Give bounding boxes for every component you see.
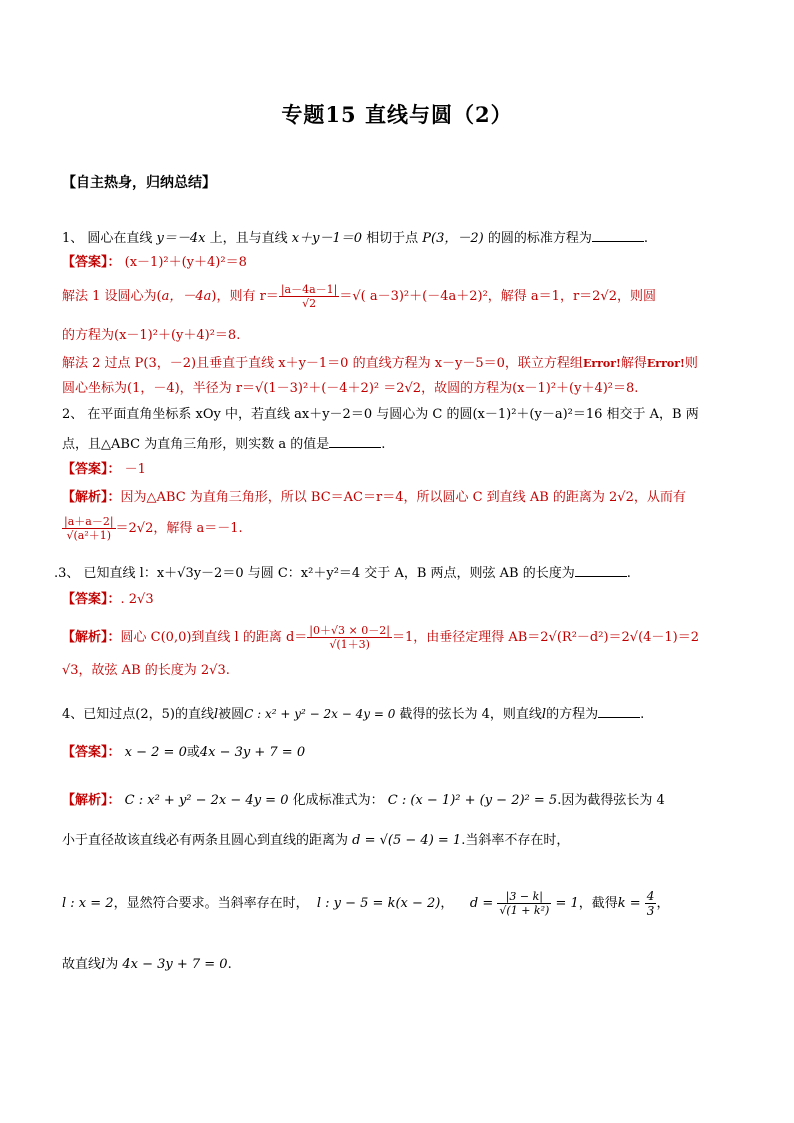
q3-analysis-line2: √3，故弦 AB 的长度为 2√3. — [62, 663, 230, 678]
q4-stem: 4、已知过点(2，5)的直线l被圆C : x² + y² − 2x − 4y = 0 截得的弦长为 4，则直线l的方程为 . — [62, 707, 645, 722]
answer-blank — [598, 706, 640, 718]
q1-method2: 解法 2 过点 P(3，－2)且垂直于直线 x＋y－1＝0 的直线方程为 x－y－5＝0，联立方程组Error!解得Error!则 — [62, 356, 698, 371]
q1-method2-cont: 圆心坐标为(1，－4)，半径为 r＝√(1－3)²＋(－4＋2)² ＝2√2，故圆的方程为(x－1)²＋(y＋4)²＝8. — [62, 381, 639, 396]
q1-method1-cont: 的方程为(x－1)²＋(y＋4)²＝8. — [62, 328, 241, 343]
answer-blank — [575, 565, 627, 577]
page-title: 专题15 直线与圆（2） — [281, 102, 513, 127]
q2-stem-line1: 2、 在平面直角坐标系 xOy 中，若直线 ax＋y－2＝0 与圆心为 C 的圆(x－1)²＋(y－a)²＝16 相交于 A，B 两 — [62, 407, 699, 422]
q4-analysis-line4: 故直线l为 4x − 3y + 7 = 0. — [62, 957, 232, 972]
q3-answer: 【答案】：. 2√3 — [62, 592, 154, 607]
answer-blank — [329, 436, 381, 448]
answer-blank — [592, 230, 644, 242]
q2-answer: 【答案】： －1 — [62, 462, 146, 477]
q2-analysis-line1: 【解析】：因为△ABC 为直角三角形，所以 BC＝AC＝r＝4，所以圆心 C 到直线 AB 的距离为 2√2，从而有 — [62, 490, 686, 505]
q4-analysis-line2: 小于直径故该直线必有两条且圆心到直线的距离为 d = √(5 − 4) = 1.当斜率不存在时， — [62, 833, 570, 848]
q2-stem-line2: 点，且△ABC 为直角三角形，则实数 a 的值是 . — [62, 437, 386, 452]
q1-stem: 1、 圆心在直线 y＝－4x 上，且与直线 x＋y－1＝0 相切于点 P(3，－2) 的圆的标准方程为 . — [62, 231, 648, 246]
q3-analysis-line1: 【解析】：圆心 C(0,0)到直线 l 的距离 d＝ $\frac{|0+√3 \times 0-2|}{√(1+3)}$ ＝1，由垂径定理得 AB＝2√(R²－d²)＝2√(4－1)＝2 — [62, 624, 700, 651]
q4-analysis-line1: 【解析】： C : x² + y² − 2x − 4y = 0 化成标准式为： C : (x − 1)² + (y − 2)² = 5.因为截得弦长为 4 — [62, 793, 665, 808]
q4-analysis-line3: l : x = 2，显然符合要求。当斜率存在时， l : y − 5 = k(x − 2)， d = $\frac{|3 - k|}{\text{√(1 + k²)}}$ = 1，截得k = $\frac{4}{3}$ ， — [62, 889, 670, 918]
q1-answer: 【答案】： (x－1)²＋(y＋4)²＝8 — [62, 255, 247, 270]
q4-answer: 【答案】： x − 2 = 0或4x − 3y + 7 = 0 — [62, 745, 306, 760]
section-heading: 【自主热身，归纳总结】 — [62, 175, 216, 191]
q1-method1: 解法 1 设圆心为(a，－4a)，则有 r＝ $\frac{|a-4a-1|}{√2}$ ＝√( a－3)²＋(－4a＋2)²，解得 a＝1，r＝2√2，则圆 — [62, 283, 656, 310]
q3-stem: .3、 已知直线 l：x＋√3y－2＝0 与圆 C：x²＋y²＝4 交于 A，B 两点，则弦 AB 的长度为 . — [54, 566, 631, 581]
q2-analysis-line2: $\frac{|a+a-2|}{\text{√(a²＋1)}}$ ＝2√2，解得 a＝－1. — [64, 515, 243, 542]
